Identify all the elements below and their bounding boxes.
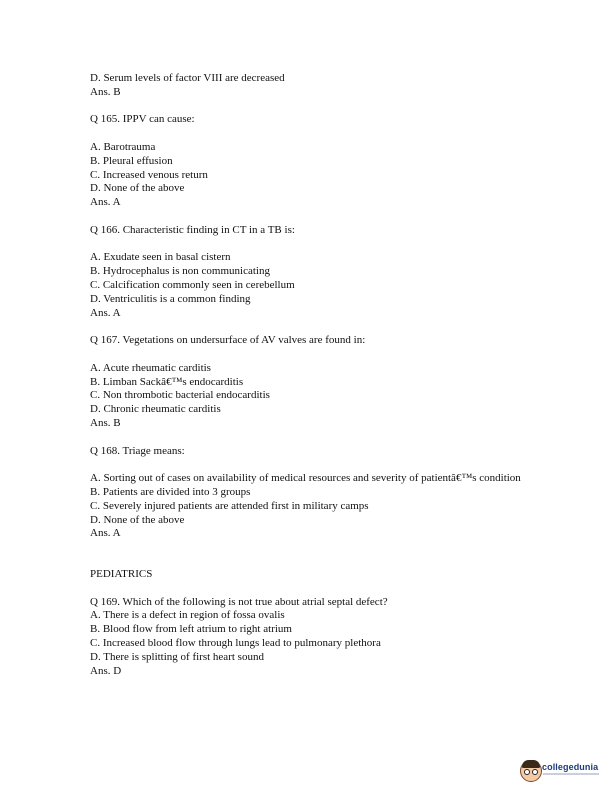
mascot-face-icon [520,760,542,782]
option-c: C. Increased venous return [90,168,208,181]
answer-line: Ans. A [90,306,121,319]
question-block-169 [90,596,530,679]
option-c: C. Calcification commonly seen in cerebellum [90,278,295,291]
question-block-166 [90,224,530,321]
option-d: D. None of the above [90,513,185,526]
answer-line: Ans. D [90,664,122,677]
option-b: B. Limban Sackâ€™s endocarditis [90,375,244,388]
option-d: D. There is splitting of first heart sound [90,650,264,663]
option-b: B. Pleural effusion [90,154,173,167]
option-b: B. Patients are divided into 3 groups [90,485,251,498]
question-text: Q 166. Characteristic finding in CT in a TB is: [90,223,295,236]
option-a: A. Sorting out of cases on availability of medical resources and severity of patientâ€™s condition [90,472,521,485]
option-line: D. Serum levels of factor VIII are decreased [90,72,285,84]
question-block-167 [90,334,530,431]
option-a: A. There is a defect in region of fossa ovalis [90,609,285,622]
option-d: D. None of the above [90,182,185,195]
answer-line: Ans. B [90,416,121,429]
option-d: D. Chronic rheumatic carditis [90,403,221,416]
answer-line: Ans. A [90,527,121,540]
option-d: D. Ventriculitis is a common finding [90,292,251,305]
question-block-168 [90,445,530,542]
option-b: B. Hydrocephalus is non communicating [90,265,270,278]
spacer [90,100,530,114]
option-c: C. Increased blood flow through lungs lead to pulmonary plethora [90,637,381,650]
option-a: A. Acute rheumatic carditis [90,361,211,374]
question-text: Q 165. IPPV can cause: [90,113,195,126]
question-text: Q 167. Vegetations on undersurface of AV valves are found in: [90,334,366,347]
document-body [90,72,530,678]
answer-line: Ans. B [90,85,121,98]
option-b: B. Blood flow from left atrium to right atrium [90,623,292,636]
question-block-165 [90,113,530,210]
option-c: C. Severely injured patients are attended first in military camps [90,499,369,512]
collegedunia-logo [520,760,600,784]
logo-tagline-bar [543,773,599,775]
question-block-continuation [90,72,530,100]
section-title: PEDIATRICS [90,568,153,581]
answer-line: Ans. A [90,196,121,209]
question-text: Q 168. Triage means: [90,444,185,457]
option-a: A. Barotrauma [90,140,156,153]
option-c: C. Non thrombotic bacterial endocarditis [90,389,270,402]
option-a: A. Exudate seen in basal cistern [90,251,231,264]
logo-text: collegedunia [542,762,599,772]
question-text: Q 169. Which of the following is not true about atrial septal defect? [90,595,388,608]
